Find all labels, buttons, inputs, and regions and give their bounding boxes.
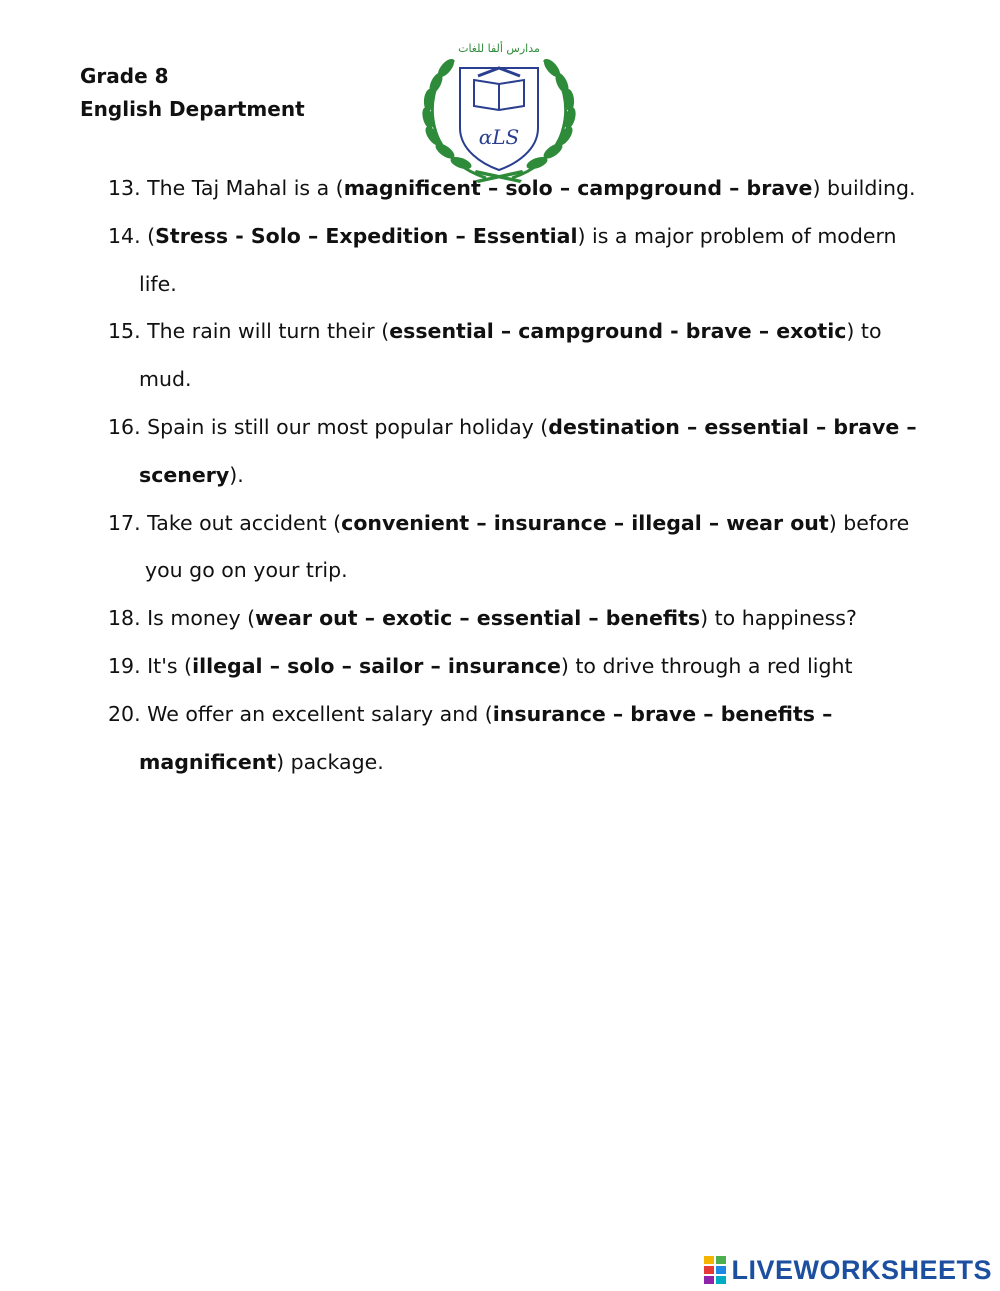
question-17 — [108, 500, 938, 548]
question-number: 18. — [108, 606, 141, 631]
question-list — [108, 165, 938, 786]
answer-options[interactable]: convenient – insurance – illegal – wear out — [341, 510, 829, 535]
question-number: 14. — [108, 223, 141, 248]
question-continuation: mud. — [139, 367, 192, 392]
answer-options[interactable]: magnificent — [139, 749, 277, 774]
question-18 — [108, 595, 938, 643]
answer-options[interactable]: illegal – solo – sailor – insurance — [192, 653, 561, 678]
question-text: ) before — [828, 510, 910, 535]
question-15 — [108, 308, 938, 356]
liveworksheets-footer[interactable] — [704, 1250, 992, 1290]
liveworksheets-logo-icon — [704, 1256, 728, 1284]
question-20 — [108, 691, 938, 739]
crest-arabic-text: مدارس ألفا للغات — [458, 42, 540, 55]
question-text: Spain is still our most popular holiday ( — [147, 414, 549, 439]
question-text: ( — [147, 223, 156, 248]
crest-initials: αLS — [478, 125, 520, 149]
question-text: Take out accident ( — [147, 510, 342, 535]
question-number: 16. — [108, 414, 141, 439]
question-text: ). — [229, 462, 244, 487]
school-crest-icon — [416, 38, 582, 183]
question-text: ) package. — [276, 749, 384, 774]
question-continuation — [108, 739, 938, 787]
question-text: Is money ( — [147, 606, 256, 631]
answer-options[interactable]: scenery — [139, 462, 230, 487]
answer-options[interactable]: insurance – brave – benefits – — [492, 701, 833, 726]
question-text: It's ( — [147, 653, 193, 678]
question-16 — [108, 404, 938, 452]
question-text: The rain will turn their ( — [147, 319, 390, 344]
question-number: 17. — [108, 510, 141, 535]
question-continuation — [108, 452, 938, 500]
answer-options[interactable]: essential – campground - brave – exotic — [389, 319, 847, 344]
question-text: ) building. — [812, 176, 916, 200]
answer-options[interactable]: Stress - Solo – Expedition – Essential — [155, 223, 578, 248]
department-label: English Department — [80, 97, 305, 121]
question-text: ) to happiness? — [700, 606, 857, 631]
question-14 — [108, 213, 938, 261]
question-number: 19. — [108, 653, 141, 678]
question-continuation: life. — [139, 271, 177, 296]
question-text: We offer an excellent salary and ( — [147, 701, 493, 726]
document-header — [80, 60, 305, 126]
question-13 — [108, 165, 938, 213]
question-text: ) to drive through a red light — [560, 653, 853, 678]
question-text: The Taj Mahal is a ( — [147, 176, 344, 200]
answer-options[interactable]: magnificent – solo – campground – brave — [343, 176, 813, 200]
question-number: 15. — [108, 319, 141, 344]
question-number: 20. — [108, 701, 141, 726]
question-text: ) to — [846, 319, 882, 344]
liveworksheets-brand[interactable]: LIVEWORKSHEETS — [731, 1254, 992, 1285]
question-19 — [108, 643, 938, 691]
question-number: 13. — [108, 176, 141, 200]
answer-options[interactable]: wear out – exotic – essential – benefits — [255, 606, 701, 631]
question-continuation: you go on your trip. — [145, 558, 348, 583]
question-text: ) is a major problem of modern — [577, 223, 897, 248]
answer-options[interactable]: destination – essential – brave – — [548, 414, 917, 439]
grade-label: Grade 8 — [80, 64, 169, 88]
